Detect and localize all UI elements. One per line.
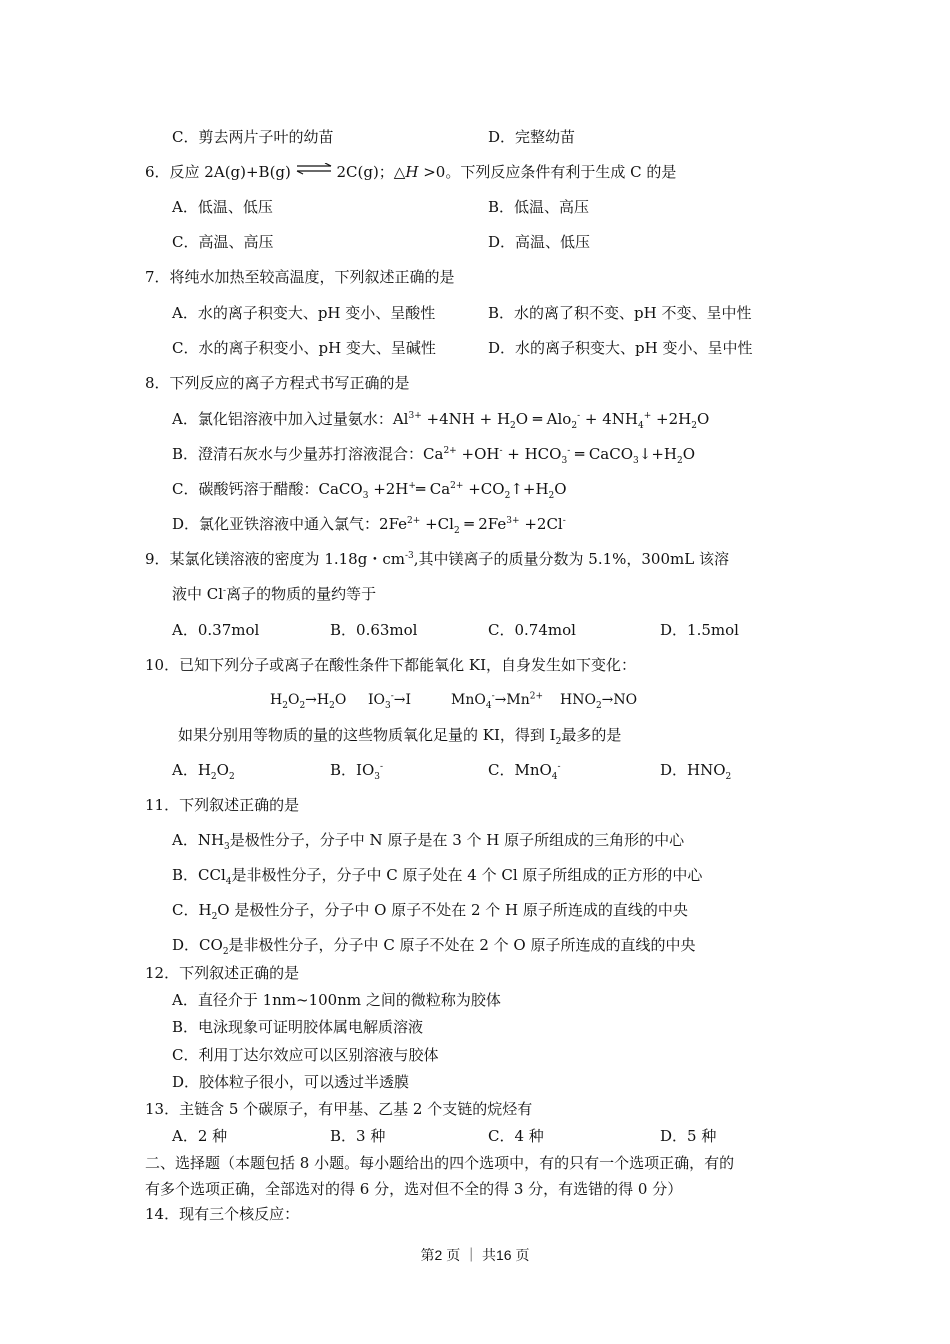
q11-option-d-formula: D．CO [172, 936, 223, 954]
q12-option-a: A．直径介于 1nm~100nm 之间的微粒称为胶体 [172, 991, 501, 1009]
q9-option-a: A．0.37mol [172, 621, 260, 639]
q8-stem: 8．下列反应的离子方程式书写正确的是 [145, 374, 410, 392]
q7-option-b: B．水的离了积不变、pH 不变、呈中性 [488, 304, 752, 322]
q10-i2-subscript: 2 [555, 737, 562, 747]
q6-stem-part-c: >0。下列反应条件有利于生成 C 的是 [418, 163, 677, 181]
q6-option-b: B．低温、高压 [488, 198, 590, 216]
q12-option-d: D．胶体粒子很小，可以透过半透膜 [172, 1073, 410, 1091]
q11-option-b: B．CCl$_4$是非极性分子，分子中 C 原子处在 4 个 Cl 原子所组成的正方形的中心 [172, 866, 703, 887]
q9-line2-part-b: 离子的物质的量约等于 [226, 585, 377, 603]
q6-option-d: D．高温、低压 [488, 233, 591, 251]
q9-option-d: D．1.5mol [660, 621, 739, 639]
q9-option-c: C．0.74mol [488, 621, 576, 639]
q10-change-h2o2: $H_2O_2\to H_2O$ [270, 692, 347, 711]
q10-change-mno4: $MnO_4^-\to Mn^{2+}$ [451, 691, 543, 711]
q11-option-b-text: 是非极性分子，分子中 C 原子处在 4 个 Cl 原子所组成的正方形的中心 [231, 866, 703, 884]
q13-stem: 13．主链含 5 个碳原子，有甲基、乙基 2 个支链的烷烃有 [145, 1100, 533, 1118]
q6-enthalpy-symbol: H [405, 163, 419, 181]
q10-option-c: C．MnO$_4$- [488, 761, 561, 782]
section2-instructions-line1: 二、选择题（本题包括 8 小题。每小题给出的四个选项中，有的只有一个选项正确，有的 [145, 1154, 735, 1172]
q13-option-a: A．2 种 [172, 1127, 228, 1145]
q6-stem-part-b: 2C(g)；△ [336, 163, 406, 181]
q9-option-b: B．0.63mol [330, 621, 418, 639]
q13-option-c: C．4 种 [488, 1127, 544, 1145]
q11-option-d-text: 是非极性分子，分子中 C 原子不处在 2 个 O 原子所连成的直线的中央 [228, 936, 696, 954]
q8-option-c [172, 479, 567, 499]
q8-option-c-text: C．碳酸钙溶于醋酸： [172, 480, 319, 498]
q8-option-b-text: B．澄清石灰水与少量苏打溶液混合： [172, 445, 424, 463]
q11-stem: 11．下列叙述正确的是 [145, 796, 300, 814]
q6-option-a: A．低温、低压 [172, 198, 273, 216]
q8-option-d [172, 514, 566, 534]
q8-option-a [172, 409, 709, 429]
q6-option-c: C．高温、高压 [172, 233, 274, 251]
q9-stem-line2 [172, 584, 376, 604]
q8-option-a-text: A．氯化铝溶液中加入过量氨水： [172, 410, 393, 428]
q11-option-a-text: 是极性分子，分子中 N 原子是在 3 个 H 原子所组成的三角形的中心 [229, 831, 685, 849]
q13-option-b: B．3 种 [330, 1127, 386, 1145]
q9-chloride-charge: - [223, 586, 227, 596]
q8-option-a-equation: $Al^{3+} +4NH + H_2O$ ═ $Alo_2^- + 4NH_4^+ +2H_2O$ [392, 410, 710, 431]
q6-stem-part-a: 6．反应 2A(g)+B(g) [145, 163, 291, 181]
q10-change-io3: $IO_3^-\to I$ [368, 691, 412, 711]
q5-option-c: C．剪去两片子叶的幼苗 [172, 128, 334, 146]
q10-option-a: A．$H_2O_2$ [172, 761, 235, 782]
q11-option-b-formula: B．CCl [172, 866, 226, 884]
q9-line2-part-a: 液中 Cl [172, 585, 224, 603]
q13-option-d: D．5 种 [660, 1127, 717, 1145]
q10-stem-line2 [178, 725, 621, 745]
q12-option-c: C．利用丁达尔效应可以区别溶液与胶体 [172, 1046, 439, 1064]
q8-option-b [172, 444, 695, 464]
q11-option-d: D．$CO_2$是非极性分子，分子中 C 原子不处在 2 个 O 原子所连成的直线的中央 [172, 936, 696, 957]
q11-option-c-text: O 是极性分子，分子中 O 原子不处在 2 个 H 原子所连成的直线的中央 [217, 901, 688, 919]
q12-option-b: B．电泳现象可证明胶体属电解质溶液 [172, 1018, 424, 1036]
equilibrium-arrow-icon [296, 163, 332, 175]
q8-option-c-equation: CaCO$_3$ +2H+═ $Ca^{2+}$ $+CO_2↑+H_2O$ [318, 480, 567, 501]
q10-line2-part-a: 如果分别用等物质的量的这些物质氧化足量的 KI，得到 I [178, 726, 556, 744]
q10-stem: 10．已知下列分子或离子在酸性条件下都能氧化 KI，自身发生如下变化： [145, 656, 636, 674]
q9-line1-superscript: -3 [404, 551, 414, 561]
q10-option-d: D．$HNO_2$ [660, 761, 732, 782]
q11-option-a: A．$NH_3$是极性分子，分子中 N 原子是在 3 个 H 原子所组成的三角形的中心 [172, 831, 685, 852]
q7-option-d: D．水的离子积变大、pH 变小、呈中性 [488, 339, 753, 357]
q9-line1-part-a: 9．某氯化镁溶液的密度为 1.18g・cm [145, 550, 405, 568]
q7-stem: 7．将纯水加热至较高温度，下列叙述正确的是 [145, 268, 455, 286]
q11-option-c: C．$H_2O$ 是极性分子，分子中 O 原子不处在 2 个 H 原子所连成的直线的中央 [172, 901, 688, 922]
q8-option-d-text: D．氯化亚铁溶液中通入氯气： [172, 515, 380, 533]
q11-option-c-formula: C．H [172, 901, 212, 919]
q7-option-a: A．水的离子积变大、pH 变小、呈酸性 [172, 304, 436, 322]
q14-stem: 14．现有三个核反应： [145, 1205, 300, 1223]
q10-line2-part-b: 最多的是 [561, 726, 622, 744]
q6-stem [145, 162, 676, 182]
q7-option-c: C．水的离子积变小、pH 变大、呈碱性 [172, 339, 436, 357]
q11-option-a-formula: A．NH [172, 831, 225, 849]
section2-instructions-line2: 有多个选项正确，全部选对的得 6 分，选对但不全的得 3 分，有选错的得 0 分） [145, 1180, 683, 1198]
q10-option-b: B．$IO_3^-$ [330, 761, 384, 782]
q12-stem: 12．下列叙述正确的是 [145, 964, 300, 982]
q10-change-hno2: $HNO_2\to NO$ [560, 692, 638, 711]
q5-option-d: D．完整幼苗 [488, 128, 576, 146]
page-footer: 第2 页 ｜ 共16 页 [420, 1247, 530, 1263]
q9-stem-line1 [145, 549, 729, 569]
q8-option-d-equation: $2Fe^{2+} +Cl_2$ ═ $2Fe^{3+} +2Cl^-$ [379, 515, 566, 536]
q9-line1-part-b: ,其中镁离子的质量分数为 5.1%，300mL 该溶 [413, 550, 729, 568]
q8-option-b-equation: $Ca^{2+} +OH^- + HCO_3^-$ ═ $CaCO_3↓+H_2O$ [423, 445, 696, 466]
